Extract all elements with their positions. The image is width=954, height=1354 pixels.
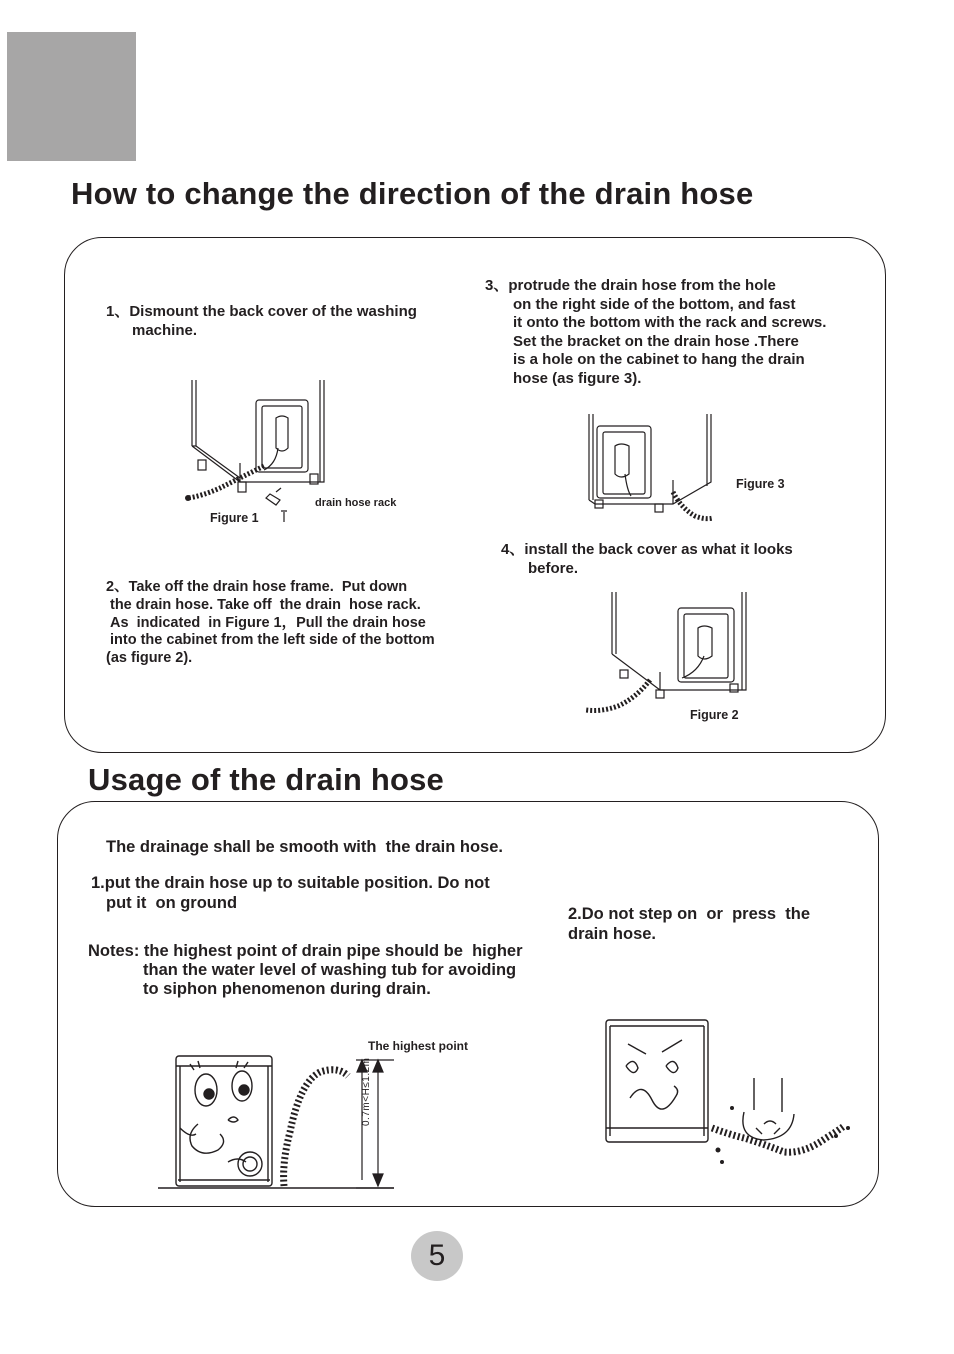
figure-3-caption: Figure 3 — [736, 477, 785, 491]
page-number: 5 — [411, 1231, 463, 1281]
usage-notes: Notes: the highest point of drain pipe should be higher than the water level of washing tub for avoiding to siphon phenomenon during drain. — [88, 942, 523, 998]
height-range-label: 0.7m<H≤1.2m — [361, 1057, 372, 1126]
corner-block — [7, 32, 136, 161]
usage-intro: The drainage shall be smooth with the drain hose. — [106, 838, 503, 856]
usage-item-1: 1.put the drain hose up to suitable position. Do not put it on ground — [91, 874, 490, 912]
stepped-hose-illustration — [604, 1016, 854, 1172]
step-4-text: 4、install the back cover as what it looks before. — [501, 541, 793, 577]
step-3-text: 3、protrude the drain hose from the hole on the right side of the bottom, and fast it onto the bottom with the rack and screws. Set the bracket on the drain hose .There is a hole on the cabinet to hang the drain hose (as figure 3). — [485, 277, 827, 387]
figure-1-label-drain-hose-rack: drain hose rack — [315, 497, 397, 509]
step-1-text: 1、Dismount the back cover of the washing machine. — [106, 303, 417, 339]
highest-point-label: The highest point — [368, 1039, 468, 1053]
usage-item-2: 2.Do not step on or press the drain hose. — [568, 905, 811, 943]
figure-2-caption: Figure 2 — [690, 708, 739, 722]
section-title-usage: Usage of the drain hose — [88, 762, 444, 797]
section-title-drain-direction: How to change the direction of the drain hose — [71, 176, 754, 211]
figure-3-illustration — [585, 412, 725, 524]
figure-2-illustration — [580, 590, 750, 718]
step-2-text: 2、Take off the drain hose frame. Put down the drain hose. Take off the drain hose rack. As indicated in Figure 1，Pull the drain hose into the cabinet from the left side of the bottom (as figure 2). — [106, 579, 435, 667]
figure-1-caption: Figure 1 — [210, 511, 259, 525]
